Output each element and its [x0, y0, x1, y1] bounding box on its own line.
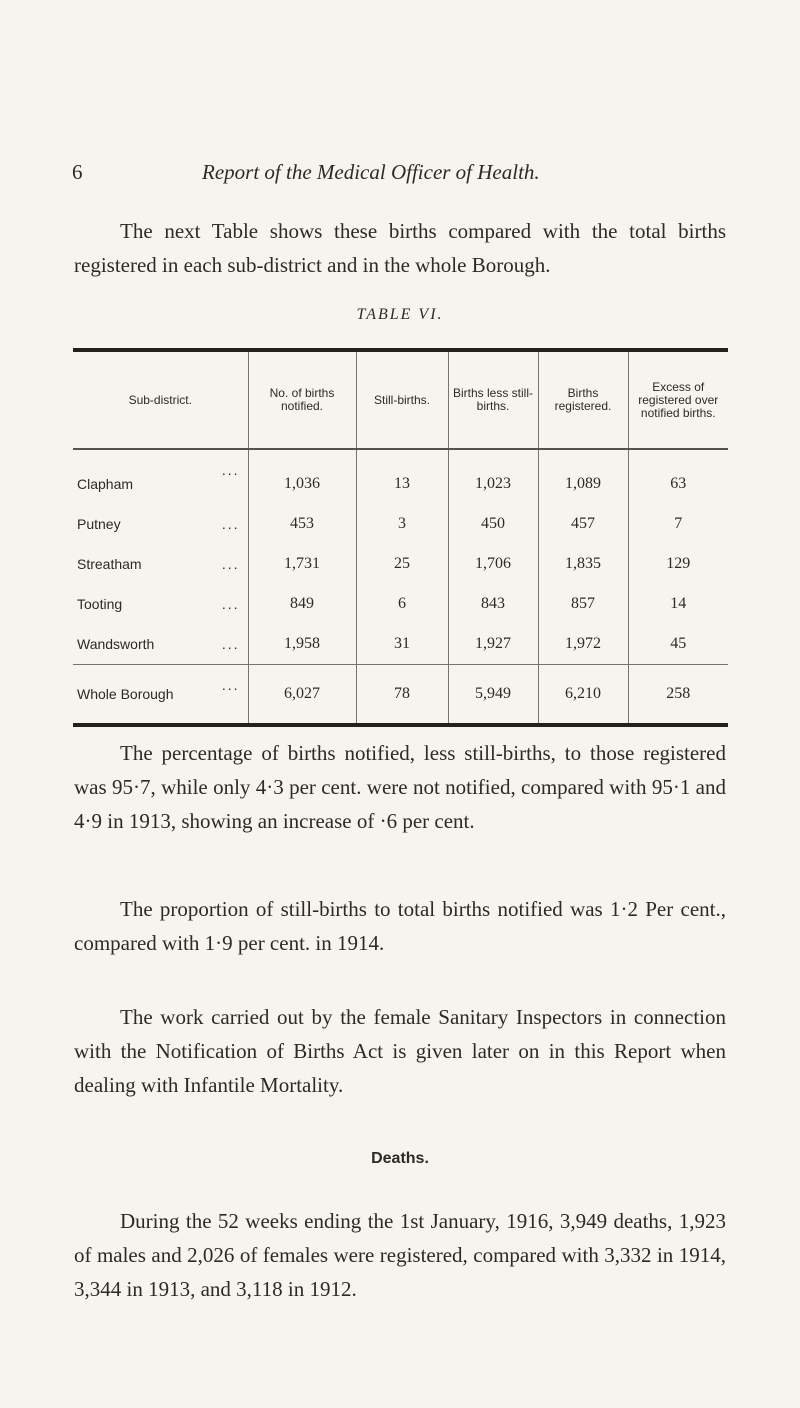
table-caption: TABLE VI. — [356, 306, 444, 323]
column-header: Births less still-births. — [448, 350, 538, 449]
table-row — [73, 504, 728, 544]
row-label — [73, 584, 248, 624]
cell-excess: 258 — [628, 665, 728, 726]
cell-excess: 7 — [628, 504, 728, 544]
column-header: Births registered. — [538, 350, 628, 449]
cell-still-births: 3 — [356, 504, 448, 544]
cell-registered: 857 — [538, 584, 628, 624]
cell-still-births: 6 — [356, 584, 448, 624]
leader-dots: ... — [221, 596, 240, 612]
leader-dots: ... — [221, 516, 240, 532]
intro-paragraph: The next Table shows these births compared with the total births registered in each sub-district and in the whole Borough. — [74, 219, 726, 277]
row-label — [73, 504, 248, 544]
leader-dots: ... — [221, 636, 240, 652]
row-name: Wandsworth — [77, 636, 155, 652]
births-table — [73, 348, 728, 727]
cell-notified: 1,731 — [248, 544, 356, 584]
cell-excess: 45 — [628, 624, 728, 665]
cell-notified: 1,958 — [248, 624, 356, 665]
cell-less-still-births: 1,023 — [448, 449, 538, 504]
cell-excess: 129 — [628, 544, 728, 584]
deaths-heading: Deaths. — [371, 1150, 429, 1167]
cell-less-still-births: 1,927 — [448, 624, 538, 665]
cell-notified: 1,036 — [248, 449, 356, 504]
table-row — [73, 584, 728, 624]
cell-less-still-births: 5,949 — [448, 665, 538, 726]
leader-dots: ... — [221, 556, 240, 572]
leader-dots: ... — [221, 677, 240, 693]
cell-less-still-births: 1,706 — [448, 544, 538, 584]
paragraph-percentage: The percentage of births notified, less still-births, to those registered was 95·7, while only 4·3 per cent. were not notified, compared with 95·1 and 4·9 in 1913, showing an increase of ·6 per cent. — [74, 741, 726, 833]
column-header: Sub-district. — [73, 350, 248, 449]
row-label — [73, 449, 248, 504]
leader-dots: ... — [221, 462, 240, 478]
cell-still-births: 13 — [356, 449, 448, 504]
paragraph-sanitary-inspectors: The work carried out by the female Sanitary Inspectors in connection with the Notification of Births Act is given later on in this Report when dealing with Infantile Mortality. — [74, 1005, 726, 1097]
row-name: Putney — [77, 516, 121, 532]
column-header: Excess of registered over notified births. — [628, 350, 728, 449]
cell-still-births: 25 — [356, 544, 448, 584]
row-name: Clapham — [77, 476, 134, 492]
table-row — [73, 624, 728, 665]
cell-registered: 1,972 — [538, 624, 628, 665]
row-name: Tooting — [77, 596, 123, 612]
paragraph-still-births: The proportion of still-births to total births notified was 1·2 Per cent., compared with 1·9 per cent. in 1914. — [74, 897, 726, 955]
cell-notified: 6,027 — [248, 665, 356, 726]
row-label — [73, 544, 248, 584]
cell-excess: 63 — [628, 449, 728, 504]
column-header: Still-births. — [356, 350, 448, 449]
row-label — [73, 665, 248, 726]
cell-registered: 6,210 — [538, 665, 628, 726]
cell-still-births: 78 — [356, 665, 448, 726]
cell-notified: 453 — [248, 504, 356, 544]
running-title: Report of the Medical Officer of Health. — [202, 160, 540, 184]
row-name: Whole Borough — [77, 686, 174, 702]
table-row — [73, 449, 728, 504]
table-header-row — [73, 350, 728, 449]
page-number: 6 — [72, 160, 83, 184]
deaths-paragraph: During the 52 weeks ending the 1st January, 1916, 3,949 deaths, 1,923 of males and 2,026 of females were registered, compared with 3,332 in 1914, 3,344 in 1913, and 3,118 in 1912. — [74, 1209, 726, 1301]
cell-registered: 457 — [538, 504, 628, 544]
table-row — [73, 544, 728, 584]
cell-still-births: 31 — [356, 624, 448, 665]
cell-notified: 849 — [248, 584, 356, 624]
page-header — [72, 160, 652, 190]
table-total-row — [73, 665, 728, 726]
table-container — [73, 348, 728, 727]
row-name: Streatham — [77, 556, 142, 572]
column-header: No. of births notified. — [248, 350, 356, 449]
cell-less-still-births: 843 — [448, 584, 538, 624]
cell-less-still-births: 450 — [448, 504, 538, 544]
row-label — [73, 624, 248, 665]
cell-registered: 1,089 — [538, 449, 628, 504]
cell-excess: 14 — [628, 584, 728, 624]
cell-registered: 1,835 — [538, 544, 628, 584]
